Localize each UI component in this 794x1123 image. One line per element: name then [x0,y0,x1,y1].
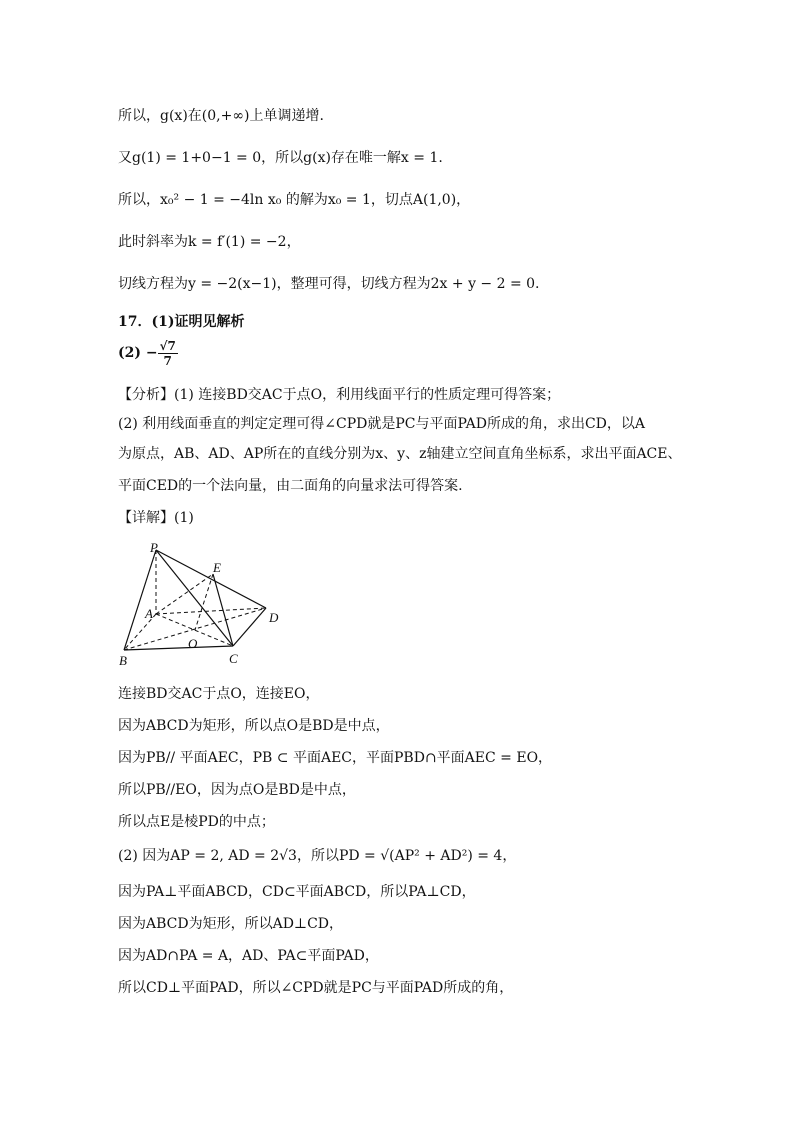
question-17-part1-answer: 17．(1)证明见解析 [118,314,245,330]
question-17-part2-answer [118,338,178,368]
vertex-label-B: B [119,653,127,668]
vertex-label-P: P [150,540,158,555]
vertex-label-C: C [229,651,238,666]
edge-PD [156,550,266,608]
answer-prefix: (2) − [118,345,158,361]
detail-line-6: (2) 因为AP = 2, AD = 2√3，所以PD = √(AP² + AD²) = 4， [118,848,517,864]
text-line-5: 切线方程为y = −2(x−1)，整理可得，切线方程为2x + y − 2 = 0. [118,276,540,292]
detail-line-5: 所以点E是棱PD的中点； [118,814,275,830]
text-line-2: 又g(1) = 1+0−1 = 0，所以g(x)存在唯一解x = 1. [118,150,443,166]
text-line-3: 所以，x₀² − 1 = −4ln x₀ 的解为x₀ = 1，切点A(1,0)， [118,192,471,208]
detail-line-7: 因为PA⊥平面ABCD，CD⊂平面ABCD，所以PA⊥CD， [118,884,476,900]
detail-line-2: 因为ABCD为矩形，所以点O是BD是中点， [118,718,390,734]
answer-fraction [158,339,178,368]
edge-PC [156,550,233,646]
fraction-denominator: 7 [163,353,172,368]
detail-line-10: 所以CD⊥平面PAD，所以∠CPD就是PC与平面PAD所成的角， [118,980,514,996]
edge-PB [124,550,156,650]
pyramid-figure [116,538,296,668]
hidden-segment-AE [156,574,213,614]
analysis-line-4: 平面CED的一个法向量，由二面角的向量求法可得答案. [118,478,463,494]
detail-heading: 【详解】(1) [118,510,194,526]
detail-line-4: 所以PB//EO，因为点O是BD是中点， [118,782,356,798]
detail-line-3: 因为PB// 平面AEC，PB ⊂ 平面AEC，平面PBD∩平面AEC = EO， [118,750,553,766]
vertex-label-O: O [188,636,198,651]
edge-CD [233,608,266,646]
analysis-line-2: (2) 利用线面垂直的判定定理可得∠CPD就是PC与平面PAD所成的角，求出CD，以A [118,416,646,432]
edge-BC [124,646,233,650]
detail-line-1: 连接BD交AC于点O，连接EO， [118,686,320,702]
vertex-label-A: A [145,606,153,621]
detail-line-9: 因为AD∩PA = A，AD、PA⊂平面PAD， [118,948,379,964]
analysis-line-1: 【分析】(1) 连接BD交AC于点O，利用线面平行的性质定理可得答案； [118,387,561,403]
hidden-edge-AD [156,608,266,614]
vertex-label-D: D [269,610,279,625]
analysis-line-3: 为原点，AB、AD、AP所在的直线分别为x、y、z轴建立空间直角坐标系，求出平面ACE、 [118,446,682,462]
vertex-label-E: E [213,560,221,575]
text-line-1: 所以，g(x)在(0,+∞)上单调递增. [118,108,324,124]
fraction-numerator: √7 [159,338,176,353]
detail-line-8: 因为ABCD为矩形，所以AD⊥CD， [118,916,344,932]
text-line-4: 此时斜率为k = f′(1) = −2， [118,234,301,250]
